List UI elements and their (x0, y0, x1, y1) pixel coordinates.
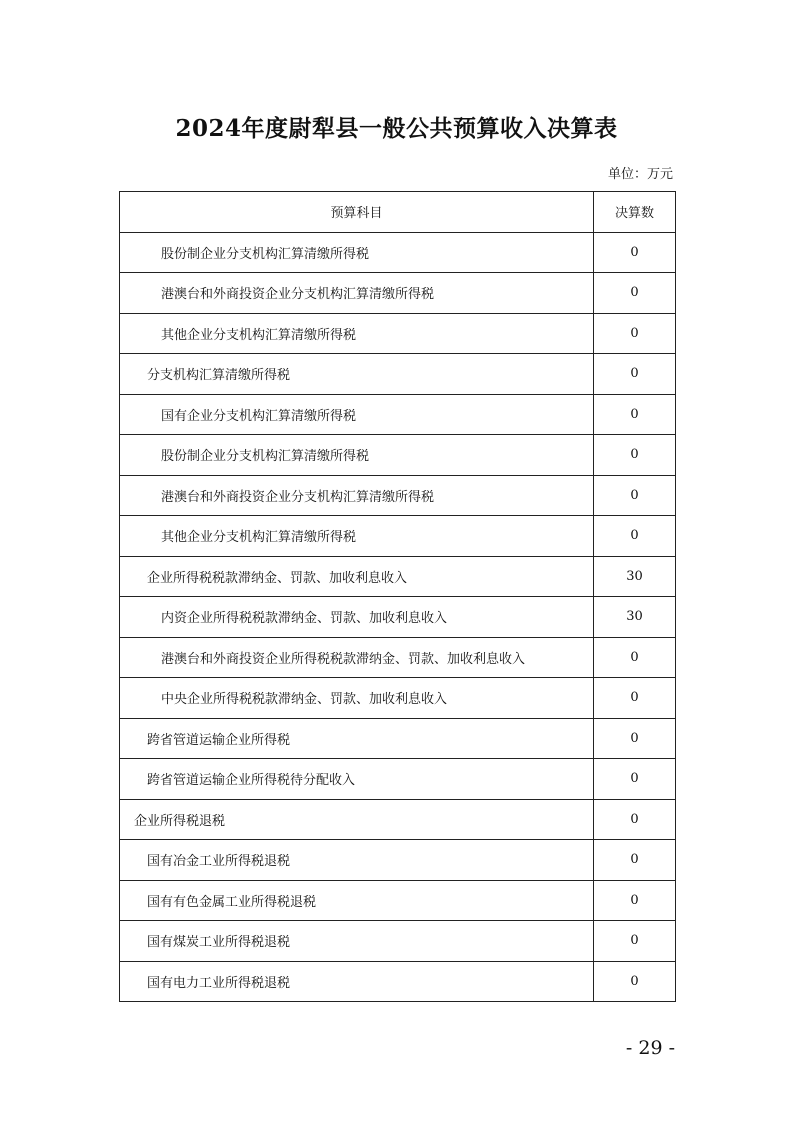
table-row (120, 961, 676, 1002)
budget-item-cell: 其他企业分支机构汇算清缴所得税 (120, 313, 594, 354)
final-amount-cell: 30 (594, 597, 676, 638)
table-row (120, 921, 676, 962)
budget-item-cell: 国有电力工业所得税退税 (120, 961, 594, 1002)
page-title: 2024年度尉犁县一般公共预算收入决算表 (175, 115, 618, 142)
budget-item-cell: 内资企业所得税税款滞纳金、罚款、加收利息收入 (120, 597, 594, 638)
table-row (120, 597, 676, 638)
table-row (120, 273, 676, 314)
final-amount-cell: 0 (594, 961, 676, 1002)
table-row (120, 799, 676, 840)
budget-item-cell: 国有企业分支机构汇算清缴所得税 (120, 394, 594, 435)
budget-item-cell: 分支机构汇算清缴所得税 (120, 354, 594, 395)
final-amount-cell: 0 (594, 273, 676, 314)
budget-item-cell: 股份制企业分支机构汇算清缴所得税 (120, 435, 594, 476)
budget-item-cell: 跨省管道运输企业所得税待分配收入 (120, 759, 594, 800)
table-row (120, 880, 676, 921)
budget-item-cell: 企业所得税税款滞纳金、罚款、加收利息收入 (120, 556, 594, 597)
budget-item-cell: 企业所得税退税 (120, 799, 594, 840)
final-amount-cell: 0 (594, 516, 676, 557)
final-amount-cell: 0 (594, 394, 676, 435)
budget-item-cell: 股份制企业分支机构汇算清缴所得税 (120, 232, 594, 273)
header-final-amount: 决算数 (594, 192, 676, 233)
budget-table (119, 191, 676, 1002)
final-amount-cell: 0 (594, 799, 676, 840)
final-amount-cell: 0 (594, 759, 676, 800)
final-amount-cell: 0 (594, 718, 676, 759)
table-row (120, 759, 676, 800)
final-amount-cell: 0 (594, 232, 676, 273)
final-amount-cell: 30 (594, 556, 676, 597)
final-amount-cell: 0 (594, 435, 676, 476)
table-row (120, 637, 676, 678)
final-amount-cell: 0 (594, 880, 676, 921)
budget-item-cell: 港澳台和外商投资企业分支机构汇算清缴所得税 (120, 475, 594, 516)
final-amount-cell: 0 (594, 313, 676, 354)
budget-item-cell: 港澳台和外商投资企业分支机构汇算清缴所得税 (120, 273, 594, 314)
budget-item-cell: 港澳台和外商投资企业所得税税款滞纳金、罚款、加收利息收入 (120, 637, 594, 678)
table-row (120, 435, 676, 476)
table-row (120, 840, 676, 881)
table-row (120, 475, 676, 516)
table-row (120, 678, 676, 719)
table-row (120, 718, 676, 759)
unit-label: 单位：万元 (607, 167, 673, 182)
final-amount-cell: 0 (594, 921, 676, 962)
table-row (120, 232, 676, 273)
table-row (120, 354, 676, 395)
budget-item-cell: 跨省管道运输企业所得税 (120, 718, 594, 759)
final-amount-cell: 0 (594, 637, 676, 678)
header-budget-item: 预算科目 (120, 192, 594, 233)
final-amount-cell: 0 (594, 840, 676, 881)
table-header-row (120, 192, 676, 233)
final-amount-cell: 0 (594, 678, 676, 719)
final-amount-cell: 0 (594, 354, 676, 395)
table-row (120, 556, 676, 597)
budget-item-cell: 国有冶金工业所得税退税 (120, 840, 594, 881)
budget-item-cell: 国有煤炭工业所得税退税 (120, 921, 594, 962)
page-number: - 29 - (625, 1037, 675, 1059)
table-row (120, 313, 676, 354)
table-row (120, 394, 676, 435)
table-body (120, 232, 676, 1002)
budget-item-cell: 其他企业分支机构汇算清缴所得税 (120, 516, 594, 557)
table-row (120, 516, 676, 557)
final-amount-cell: 0 (594, 475, 676, 516)
budget-item-cell: 国有有色金属工业所得税退税 (120, 880, 594, 921)
budget-item-cell: 中央企业所得税税款滞纳金、罚款、加收利息收入 (120, 678, 594, 719)
